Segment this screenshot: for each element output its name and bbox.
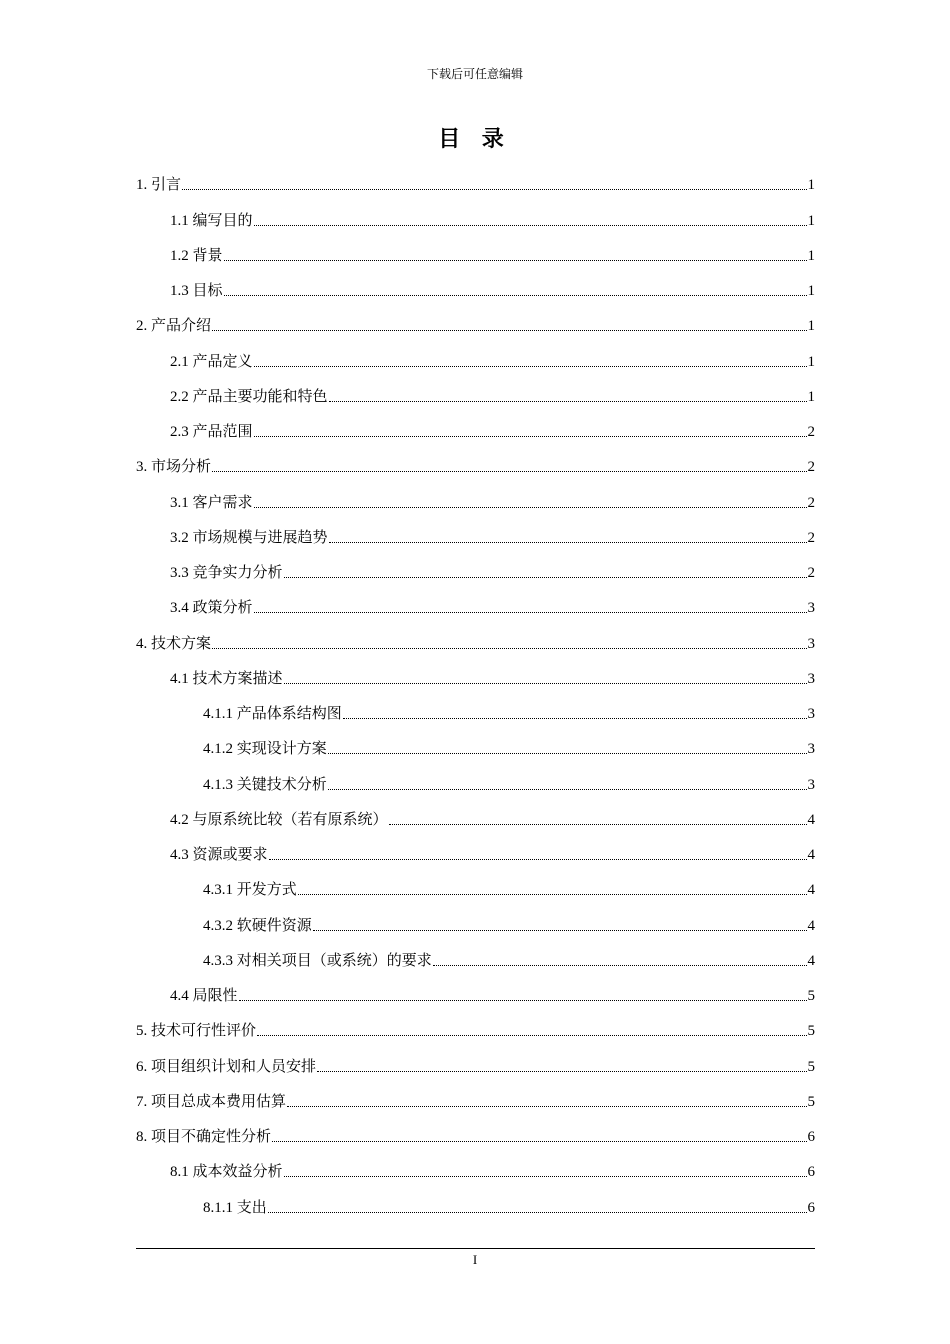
page-number: I xyxy=(472,1252,478,1267)
toc-entry[interactable] xyxy=(136,865,815,900)
toc-entry-page: 1 xyxy=(807,388,815,405)
toc-entry-page: 4 xyxy=(807,917,815,934)
toc-entry-title: 3.1 客户需求 xyxy=(170,494,253,511)
toc-entry-page: 1 xyxy=(807,212,815,229)
toc-dot-leader xyxy=(212,648,806,649)
toc-entry-title: 2.1 产品定义 xyxy=(170,353,253,370)
footer-divider xyxy=(136,1248,815,1249)
toc-title: 目 录 xyxy=(438,126,512,151)
toc-entry[interactable] xyxy=(136,759,815,794)
toc-dot-leader xyxy=(254,612,807,613)
toc-entry-title: 1.1 编写目的 xyxy=(170,212,253,229)
toc-dot-leader xyxy=(313,930,807,931)
toc-entry-title: 4.1.1 产品体系结构图 xyxy=(203,706,342,722)
toc-entry-page: 1 xyxy=(807,353,815,370)
toc-dot-leader xyxy=(212,471,806,472)
toc-entry-page: 3 xyxy=(807,741,815,758)
toc-entry-page: 3 xyxy=(807,670,815,687)
toc-entry[interactable] xyxy=(136,1112,815,1147)
toc-entry[interactable] xyxy=(136,724,815,759)
toc-dot-leader xyxy=(343,718,807,719)
toc-entry[interactable] xyxy=(136,160,815,195)
toc-entry-title: 4.2 与原系统比较（若有原系统） xyxy=(170,811,388,828)
toc-dot-leader xyxy=(328,753,807,754)
toc-entry-page: 6 xyxy=(807,1129,815,1145)
toc-entry-title: 3.2 市场规模与进展趋势 xyxy=(170,529,328,546)
toc-entry-page: 4 xyxy=(807,847,815,863)
toc-dot-leader xyxy=(224,260,807,261)
toc-entry-page: 1 xyxy=(807,247,815,264)
toc-entry-page: 5 xyxy=(807,1093,815,1110)
toc-entry-title: 6. 项目组织计划和人员安排 xyxy=(136,1058,317,1075)
toc-entry[interactable] xyxy=(136,795,815,830)
toc-entry[interactable] xyxy=(136,442,815,477)
toc-entry[interactable] xyxy=(136,618,815,653)
toc-entry[interactable] xyxy=(136,583,815,618)
toc-entry-title: 8.1 成本效益分析 xyxy=(170,1164,283,1181)
toc-entry[interactable] xyxy=(136,689,815,724)
toc-dot-leader xyxy=(182,189,806,190)
toc-entry[interactable] xyxy=(136,1182,815,1217)
toc-entry-page: 2 xyxy=(807,529,815,546)
toc-entry-page: 3 xyxy=(807,600,815,617)
toc-entry-page: 3 xyxy=(807,635,815,652)
toc-entry-title: 4.1.2 实现设计方案 xyxy=(203,741,327,758)
toc-entry-title: 1.3 目标 xyxy=(170,283,223,299)
toc-dot-leader xyxy=(254,366,807,367)
toc-entry-title: 4.1 技术方案描述 xyxy=(170,670,283,687)
toc-entry[interactable] xyxy=(136,477,815,512)
toc-entry-page: 1 xyxy=(807,283,815,299)
toc-dot-leader xyxy=(224,295,807,296)
toc-dot-leader xyxy=(254,225,807,226)
toc-entry-title: 4.3.3 对相关项目（或系统）的要求 xyxy=(203,952,432,969)
toc-dot-leader xyxy=(257,1035,806,1036)
toc-entry-page: 2 xyxy=(807,459,815,476)
toc-entry-page: 2 xyxy=(807,565,815,581)
toc-entry-title: 4.3 资源或要求 xyxy=(170,847,268,863)
toc-entry-page: 6 xyxy=(807,1164,815,1181)
toc-dot-leader xyxy=(317,1071,806,1072)
toc-dot-leader xyxy=(254,507,807,508)
toc-dot-leader xyxy=(272,1141,806,1142)
toc-dot-leader xyxy=(239,1000,807,1001)
toc-entry-title: 2. 产品介绍 xyxy=(136,318,212,335)
toc-entry-page: 1 xyxy=(807,318,815,335)
toc-entry-title: 5. 技术可行性评价 xyxy=(136,1023,257,1040)
toc-entry[interactable] xyxy=(136,654,815,689)
toc-entry[interactable] xyxy=(136,407,815,442)
page-header: 下载后可任意编辑 xyxy=(426,67,523,81)
toc-entry-page: 5 xyxy=(807,988,815,1004)
toc-entry-title: 4.1.3 关键技术分析 xyxy=(203,776,327,793)
toc-entry[interactable] xyxy=(136,372,815,407)
toc-entry-title: 8.1.1 支出 xyxy=(203,1199,267,1216)
toc-entry-page: 5 xyxy=(807,1058,815,1075)
toc-entry-title: 4. 技术方案 xyxy=(136,635,212,652)
toc-entry[interactable] xyxy=(136,936,815,971)
toc-entry[interactable] xyxy=(136,548,815,583)
toc-dot-leader xyxy=(284,683,807,684)
toc-dot-leader xyxy=(287,1106,806,1107)
toc-entry-title: 2.3 产品范围 xyxy=(170,424,253,440)
toc-dot-leader xyxy=(284,1176,807,1177)
toc-dot-leader xyxy=(329,542,807,543)
toc-dot-leader xyxy=(389,824,807,825)
toc-entry-title: 3.3 竞争实力分析 xyxy=(170,565,283,581)
toc-entry-title: 3. 市场分析 xyxy=(136,459,212,476)
toc-entry-page: 6 xyxy=(807,1199,815,1216)
toc-entry-title: 1. 引言 xyxy=(136,177,182,194)
toc-entry-title: 4.4 局限性 xyxy=(170,988,238,1004)
toc-entry[interactable] xyxy=(136,231,815,266)
toc-entry-title: 8. 项目不确定性分析 xyxy=(136,1129,272,1145)
toc-entry-page: 3 xyxy=(807,706,815,722)
toc-entry[interactable] xyxy=(136,830,815,865)
toc-entry[interactable] xyxy=(136,1147,815,1182)
toc-entry[interactable] xyxy=(136,301,815,336)
toc-entry-title: 7. 项目总成本费用估算 xyxy=(136,1093,287,1110)
toc-entry-page: 4 xyxy=(807,952,815,969)
toc-dot-leader xyxy=(254,436,807,437)
toc-dot-leader xyxy=(433,965,807,966)
toc-entry[interactable] xyxy=(136,1006,815,1041)
toc-dot-leader xyxy=(212,330,806,331)
toc-entry-page: 2 xyxy=(807,424,815,440)
toc-entry[interactable] xyxy=(136,195,815,230)
toc-entry-page: 4 xyxy=(807,811,815,828)
toc-entry-page: 3 xyxy=(807,776,815,793)
toc-entry-page: 2 xyxy=(807,494,815,511)
toc-entry[interactable] xyxy=(136,513,815,548)
toc-entry-page: 1 xyxy=(807,177,815,194)
toc-dot-leader xyxy=(298,894,807,895)
toc-entry[interactable] xyxy=(136,336,815,371)
toc-entry[interactable] xyxy=(136,1077,815,1112)
toc-entry[interactable] xyxy=(136,971,815,1006)
toc-entry-page: 5 xyxy=(807,1023,815,1040)
toc-entry-page: 4 xyxy=(807,882,815,899)
toc-entry-title: 2.2 产品主要功能和特色 xyxy=(170,388,328,405)
toc-dot-leader xyxy=(328,789,807,790)
toc-entry-title: 4.3.1 开发方式 xyxy=(203,882,297,899)
toc-entry[interactable] xyxy=(136,266,815,301)
toc-entry[interactable] xyxy=(136,1041,815,1076)
toc-entry-title: 4.3.2 软硬件资源 xyxy=(203,917,312,934)
toc-entry[interactable] xyxy=(136,900,815,935)
toc-dot-leader xyxy=(284,577,807,578)
toc-dot-leader xyxy=(269,859,807,860)
toc-entry-title: 1.2 背景 xyxy=(170,247,223,264)
toc-dot-leader xyxy=(268,1212,807,1213)
toc-entry-title: 3.4 政策分析 xyxy=(170,600,253,617)
toc-dot-leader xyxy=(329,401,807,402)
table-of-contents xyxy=(136,160,815,1218)
